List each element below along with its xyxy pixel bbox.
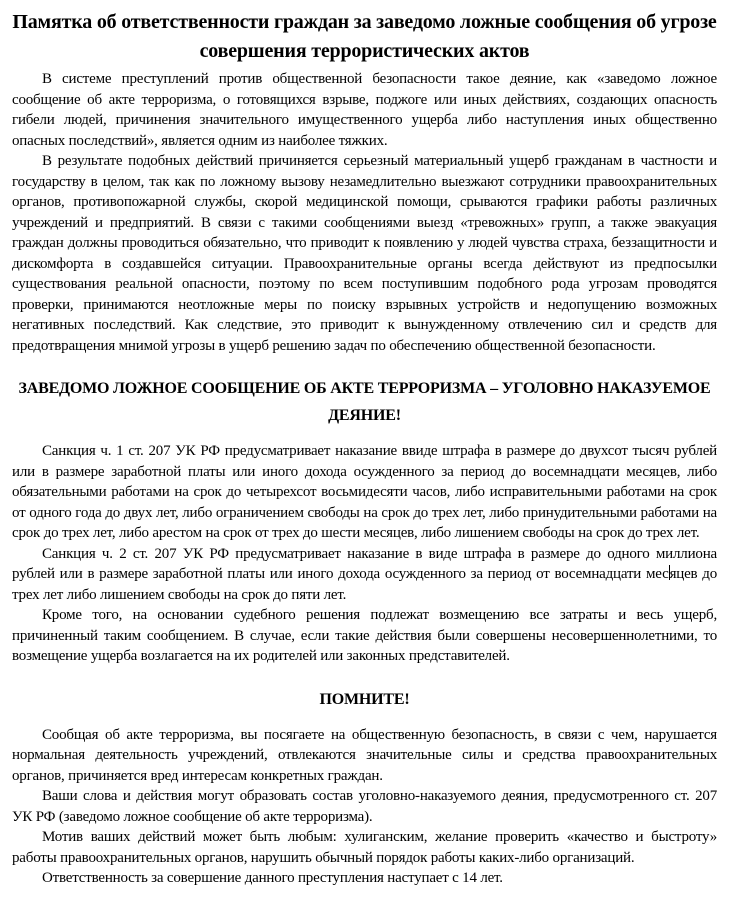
paragraph-intro: В системе преступлений против общественной безопасности такое деяние, как «заведомо ложное сообщение об акте терроризма, о готовящихся взрыве, поджоге или иных действиях, создающих опасность гибели людей, причинения значительного имущественного ущерба либо наступления иных общественно опасных последствий», является одним из наиболее тяжких.	[12, 71, 717, 149]
paragraph-words-actions: Ваши слова и действия могут образовать состав уголовно-наказуемого деяния, предусмотренного ст. 207 УК РФ (заведомо ложное сообщение об акте терроризма).	[12, 788, 717, 825]
paragraph-sanction-part1: Санкция ч. 1 ст. 207 УК РФ предусматривает наказание ввиде штрафа в размере до двухсот тысяч рублей или в размере заработной платы или иного дохода осужденного за период до восемнадцати месяцев, либо обязательными работами на срок до четырехсот восьмидесяти часов, либо исправительными работами на срок от одного года до двух лет, либо ограничением свободы на срок до трех лет, либо принудительными работами на срок до трех лет, либо арестом на срок от трех до шести месяцев, либо лишением свободы на срок до трех лет.	[12, 443, 717, 541]
paragraph-remember-intro: Сообщая об акте терроризма, вы посягаете на общественную безопасность, в связи с чем, нарушается нормальная деятельность учреждений, отвлекаются значительные силы и средства правоохранительных органов, причиняется вред интересам конкретных граждан.	[12, 726, 717, 784]
sanction-part2-text-before-cursor: Санкция ч. 2 ст. 207 УК РФ предусматривает наказание в виде штрафа в размере до одного миллиона рублей или в размере заработной платы или иного дохода осужденного за период от восемнадцати мес	[12, 545, 717, 582]
paragraph-motive: Мотив ваших действий может быть любым: хулиганским, желание проверить «качество и быстроту» работы правоохранительных органов, нарушить обычный порядок работы каких-либо организаций.	[12, 829, 717, 866]
paragraph-sanction-part2	[12, 544, 717, 606]
paragraph-compensation: Кроме того, на основании судебного решения подлежат возмещению все затраты и весь ущерб, причиненный таким сообщением. В случае, если такие действия были совершены несовершеннолетними, то возмещение ущерба возлагается на их родителей или законных представителей.	[12, 607, 717, 664]
paragraph-age-of-responsibility: Ответственность за совершение данного преступления наступает с 14 лет.	[42, 870, 503, 886]
heading-criminal-act: ЗАВЕДОМО ЛОЖНОЕ СООБЩЕНИЕ ОБ АКТЕ ТЕРРОРИЗМА – УГОЛОВНО НАКАЗУЕМОЕ ДЕЯНИЕ!	[18, 380, 711, 424]
sanction-part2-text-after-cursor: яцев до трех лет либо лишением свободы на срок до пяти лет.	[12, 566, 718, 603]
paragraph-consequences: В результате подобных действий причиняется серьезный материальный ущерб гражданам в частности и государству в целом, так как по ложному вызову незамедлительно выезжают сотрудники правоохранительных органов, противопожарной службы, скорой медицинской помощи, срываются графики работы различных учреждений и предприятий. В связи с такими сообщениями выезд «тревожных» групп, а также эвакуация граждан должны проводиться обязательно, что приводит к появлению у людей чувства страха, беззащитности и дискомфорта в создавшейся ситуации. Правоохранительные органы всегда действуют из предпосылки существования реальной опасности, поэтому по всем поступившим подобного рода угрозам проводятся проверки, принимаются неотложные меры по поиску взрывных устройств и недопущению возможных негативных последствий. Как следствие, это приводит к вынужденному отвлечению сил и средств для предотвращения мнимой угрозы в ущерб решению задач по обеспечению общественной безопасности.	[12, 153, 717, 354]
document-title: Памятка об ответственности граждан за заведомо ложные сообщения об угрозе совершения террористических актов	[12, 11, 717, 62]
heading-remember: ПОМНИТЕ!	[319, 690, 410, 708]
